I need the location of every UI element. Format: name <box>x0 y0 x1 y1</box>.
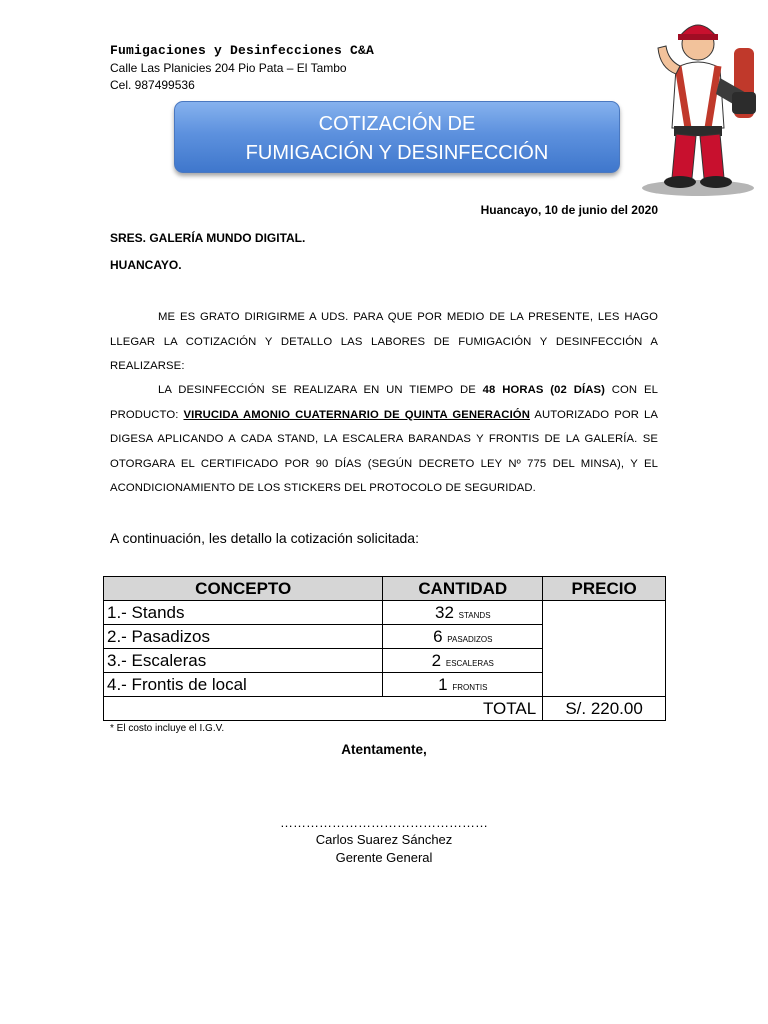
row-quantity: 32 stands <box>383 601 543 625</box>
total-label: TOTAL <box>383 697 543 721</box>
recipient-name: SRES. GALERÍA MUNDO DIGITAL. <box>110 231 306 245</box>
total-value: S/. 220.00 <box>543 697 666 721</box>
signer-name: Carlos Suarez Sánchez <box>315 832 453 847</box>
tax-note: * El costo incluye el I.G.V. <box>110 723 225 734</box>
title-banner <box>174 101 620 173</box>
price-cell <box>543 601 666 697</box>
signature-line: ………………………………………… <box>280 815 488 830</box>
duration-text: 48 HORAS (02 DÍAS) <box>482 384 605 396</box>
header-price: PRECIO <box>543 577 666 601</box>
body-paragraph-2: LA DESINFECCIÓN SE REALIZARA EN UN TIEMPO DE 48 HORAS (02 DÍAS) CON EL PRODUCTO: VIRUCIDA AMONIO CUATERNARIO DE QUINTA GENERACIÓN AUTORIZADO POR LA DIGESA APLICANDO A CADA STAND, LA ESCALERA BARANDAS Y FRONTIS DE LA GALERÍA. SE OTORGARA EL CERTIFICADO POR 90 DÍAS (SEGÚN DECRETO LEY Nº 775 DEL MINSA), Y EL ACONDICIONAMIENTO DE LOS STICKERS DEL PROTOCOLO DE SEGURIDAD. <box>110 384 658 495</box>
fumigator-mascot-image <box>636 8 760 198</box>
quote-intro: A continuación, les detallo la cotización solicitada: <box>110 530 419 546</box>
signer-role: Gerente General <box>335 850 433 865</box>
row-quantity: 2 escaleras <box>383 649 543 673</box>
table-header-row <box>104 577 666 601</box>
company-phone: Cel. 987499536 <box>110 78 195 92</box>
row-concept: 3.- Escaleras <box>104 649 383 673</box>
recipient-city: HUANCAYO. <box>110 258 182 272</box>
row-concept: 1.- Stands <box>104 601 383 625</box>
document-date: Huancayo, 10 de junio del 2020 <box>480 203 658 217</box>
quote-table <box>103 576 666 721</box>
body-paragraph-1: ME ES GRATO DIRIGIRME A UDS. PARA QUE POR MEDIO DE LA PRESENTE, LES HAGO LLEGAR LA COTIZACIÓN Y DETALLO LAS LABORES DE FUMIGACIÓN Y DESINFECCIÓN A REALIZARSE: <box>110 311 658 373</box>
row-concept: 2.- Pasadizos <box>104 625 383 649</box>
row-quantity: 6 pasadizos <box>383 625 543 649</box>
company-address: Calle Las Planicies 204 Pio Pata – El Tambo <box>110 61 347 75</box>
product-name: VIRUCIDA AMONIO CUATERNARIO DE QUINTA GENERACIÓN <box>183 408 530 421</box>
company-name: Fumigaciones y Desinfecciones C&A <box>110 43 375 58</box>
closing: Atentamente, <box>341 742 427 757</box>
total-row <box>104 697 666 721</box>
row-concept: 4.- Frontis de local <box>104 673 383 697</box>
header-concept: CONCEPTO <box>104 577 383 601</box>
table-row <box>104 601 666 625</box>
header-quantity: CANTIDAD <box>383 577 543 601</box>
title-line-2: FUMIGACIÓN Y DESINFECCIÓN <box>245 142 549 164</box>
row-quantity: 1 frontis <box>383 673 543 697</box>
title-line-1: COTIZACIÓN DE <box>318 113 476 135</box>
